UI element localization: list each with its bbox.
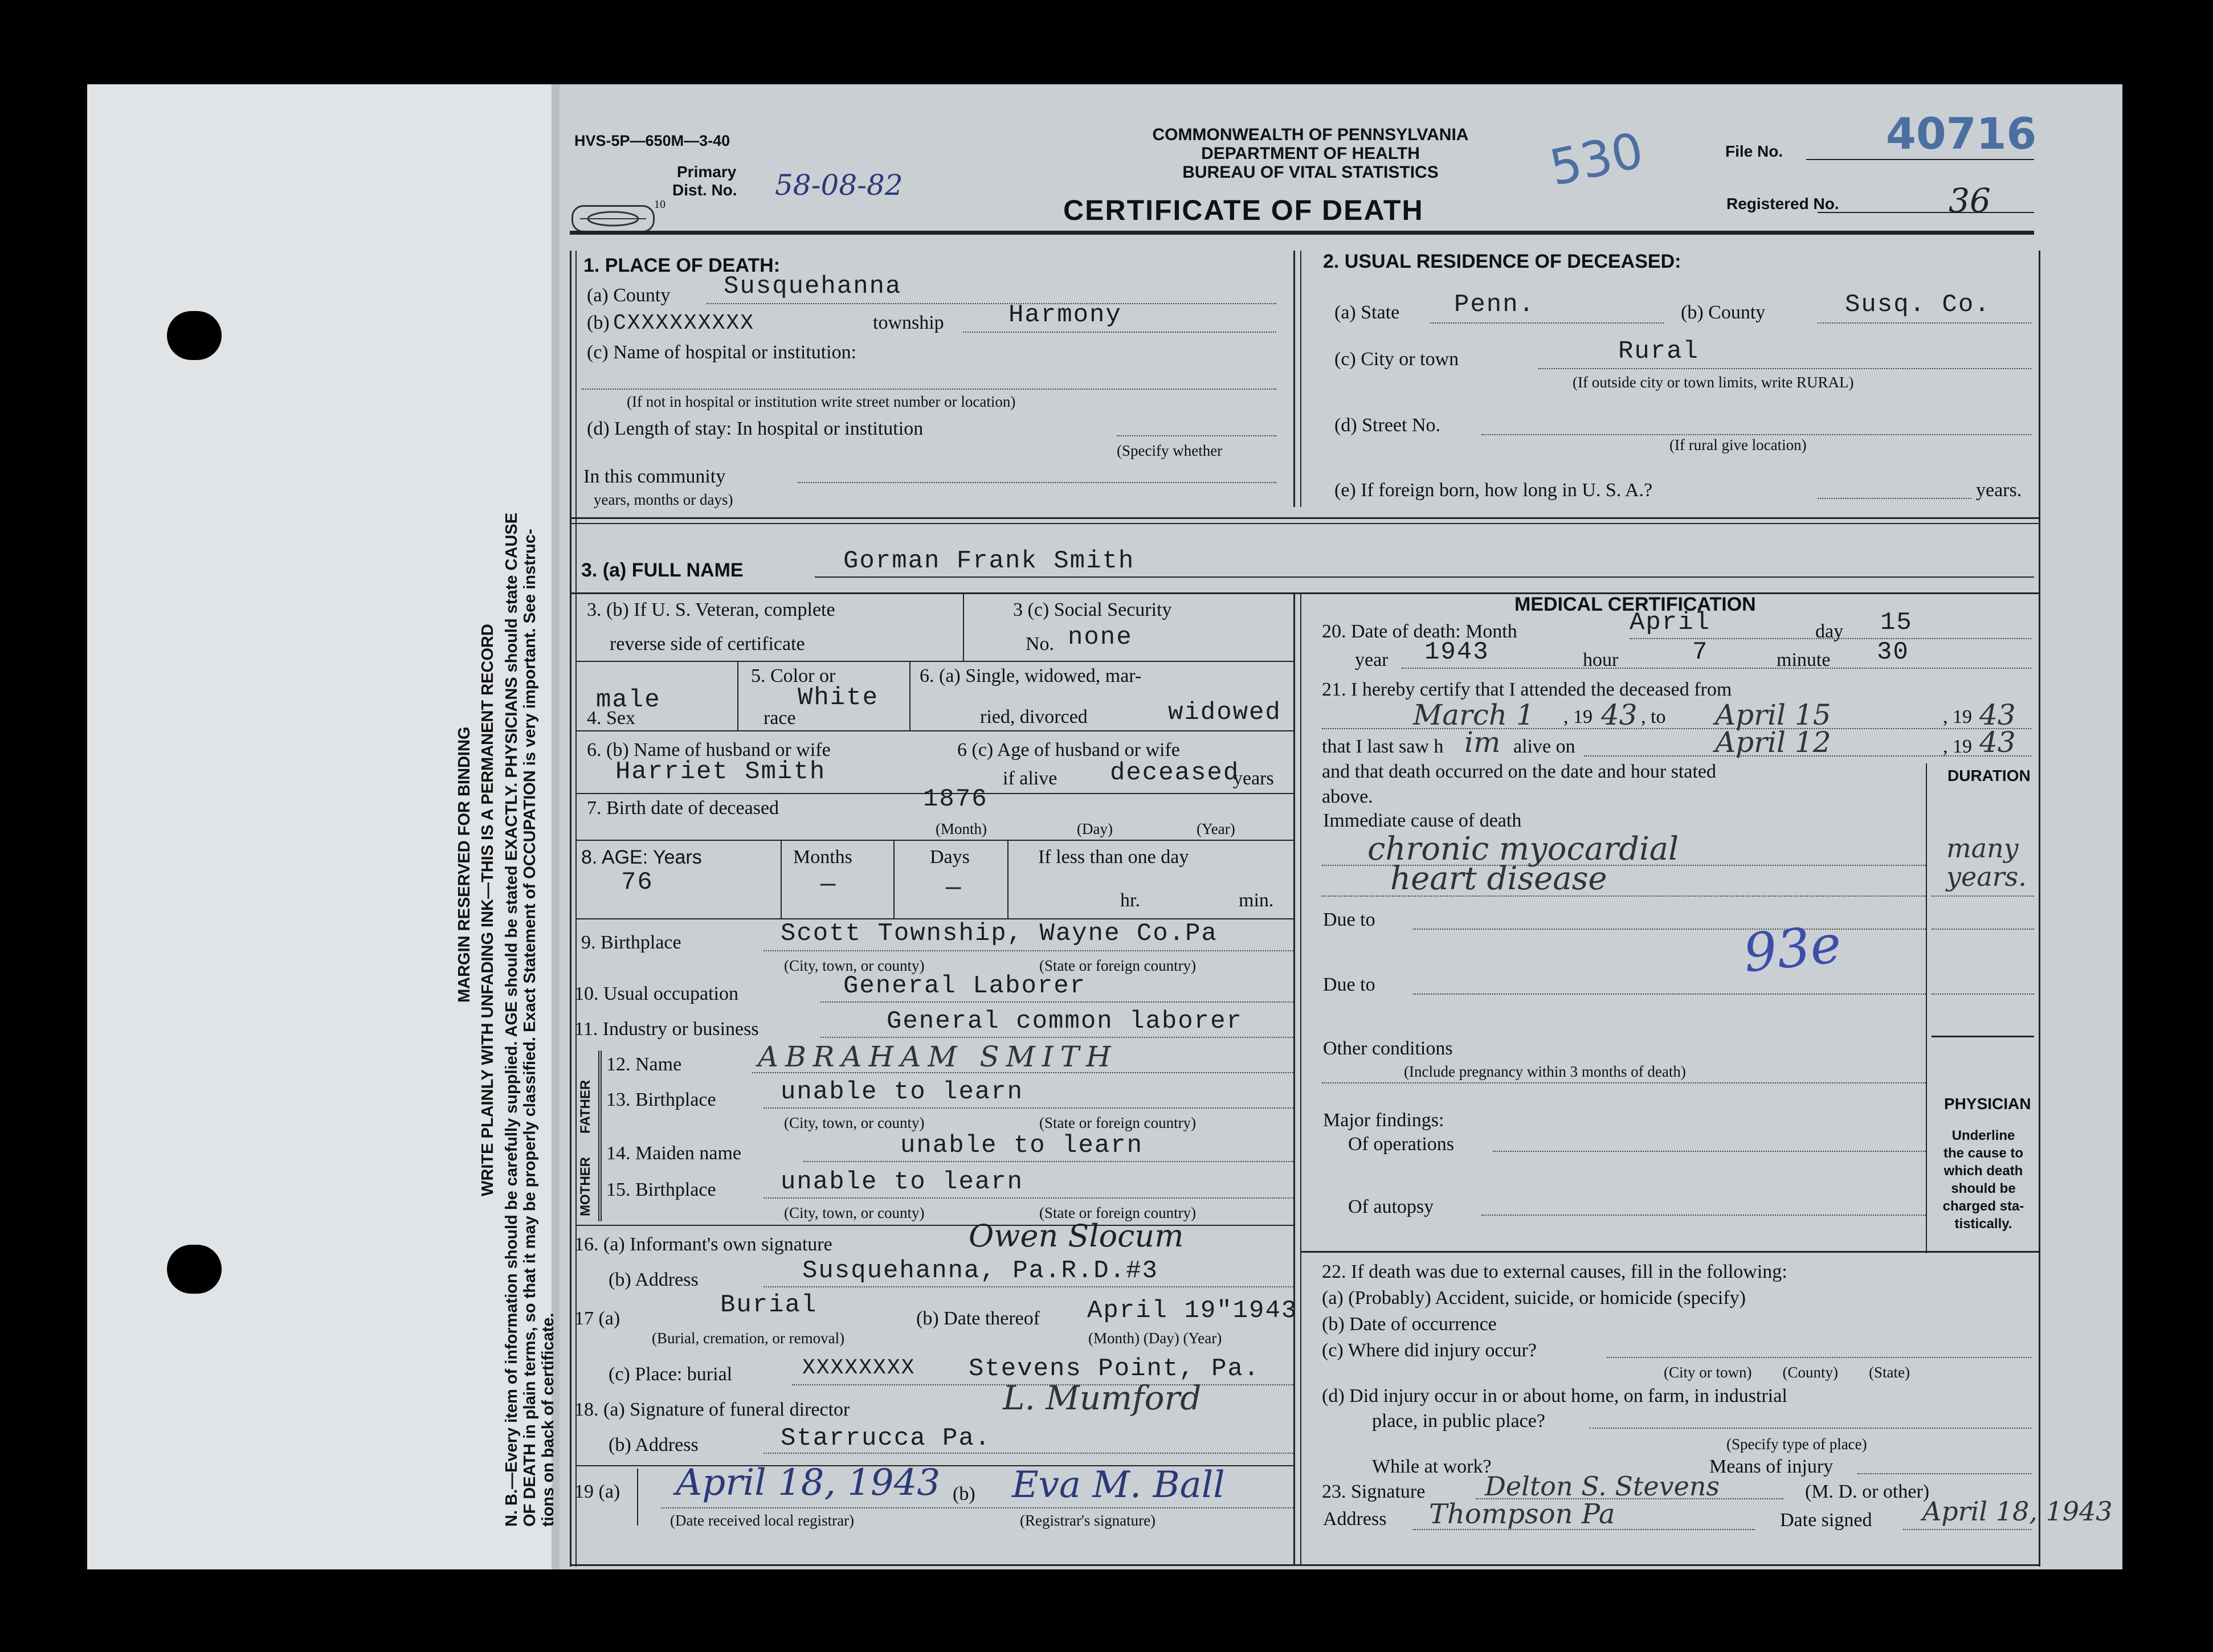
external-heading: 22. If death was due to external causes, fill in the following: bbox=[1322, 1261, 1787, 1282]
duration-heading: DURATION bbox=[1947, 767, 2031, 784]
coder-mark: 93e bbox=[1740, 913, 1844, 984]
death-year-label: year bbox=[1355, 649, 1389, 670]
age-years: 76 bbox=[621, 868, 654, 897]
birth-day-note: (Day) bbox=[1077, 820, 1113, 837]
hospital-label: (c) Name of hospital or institution: bbox=[587, 342, 857, 363]
dist-label: Dist. No. bbox=[672, 181, 737, 199]
veteran-label-2: reverse side of certificate bbox=[610, 633, 805, 655]
death-date-label: 20. Date of death: Month bbox=[1322, 621, 1517, 642]
res-state-line bbox=[1430, 322, 1664, 324]
external-b: (b) Date of occurrence bbox=[1322, 1314, 1497, 1335]
residence-heading: 2. USUAL RESIDENCE OF DECEASED: bbox=[1323, 251, 1681, 272]
margin-permanent-note: WRITE PLAINLY WITH UNFADING INK—THIS IS A PERMANENT RECORD bbox=[479, 624, 497, 1196]
death-township: Harmony bbox=[1008, 301, 1122, 329]
death-year: 1943 bbox=[1424, 638, 1489, 666]
while-work-label: While at work? bbox=[1372, 1456, 1492, 1477]
foreign-line bbox=[1818, 498, 1971, 499]
mother-city-note: (City, town, or county) bbox=[784, 1204, 925, 1221]
file-number: 40716 bbox=[1886, 108, 2037, 159]
township-prefix: (b) bbox=[587, 312, 610, 333]
registrar-line bbox=[661, 1507, 1293, 1508]
duration-rule-1 bbox=[1932, 895, 2034, 897]
father-name-label: 12. Name bbox=[606, 1054, 682, 1075]
father-birthplace-label: 13. Birthplace bbox=[606, 1089, 716, 1110]
last-year-prefix: , 19 bbox=[1943, 736, 1972, 757]
grid-v5 bbox=[893, 840, 895, 919]
res-city-line bbox=[1538, 368, 2031, 369]
physician-signature: Delton S. Stevens bbox=[1485, 1471, 1720, 1502]
md-label: (M. D. or other) bbox=[1805, 1481, 1930, 1502]
registrar-received-note: (Date received local registrar) bbox=[670, 1512, 855, 1529]
informant-address-label: (b) Address bbox=[609, 1269, 699, 1290]
less-day-label: If less than one day bbox=[1038, 847, 1189, 868]
to-label: , to bbox=[1641, 706, 1666, 727]
burial-place: Stevens Point, Pa. bbox=[969, 1355, 1260, 1383]
registrar-prefix: 19 (a) bbox=[574, 1481, 620, 1502]
county-line bbox=[707, 303, 1276, 304]
place-of-death-heading: 1. PLACE OF DEATH: bbox=[583, 255, 781, 276]
cause-line-1: chronic myocardial bbox=[1367, 831, 1679, 868]
county-label: (a) County bbox=[587, 285, 671, 306]
sex-label: 4. Sex bbox=[587, 708, 635, 729]
res-street-note: (If rural give location) bbox=[1669, 436, 1807, 453]
means-injury-label: Means of injury bbox=[1709, 1456, 1834, 1477]
physician-heading: PHYSICIAN bbox=[1944, 1095, 2031, 1113]
birth-year-note: (Year) bbox=[1197, 820, 1235, 837]
hospital-note: (If not in hospital or institution write street number or location) bbox=[627, 393, 1016, 410]
grid-h1 bbox=[575, 661, 1295, 662]
duration-rule-4 bbox=[1932, 1036, 2034, 1037]
age-label: 8. AGE: Years bbox=[581, 847, 702, 868]
full-name-label: 3. (a) FULL NAME bbox=[581, 559, 744, 581]
burial-date-label: (b) Date thereof bbox=[916, 1308, 1040, 1329]
burial-place-struck: XXXXXXXX bbox=[802, 1356, 916, 1380]
major-findings-label: Major findings: bbox=[1323, 1110, 1444, 1131]
from-year-prefix: , 19 bbox=[1563, 706, 1593, 727]
divider-lower bbox=[1293, 592, 1295, 1564]
grid-v2 bbox=[737, 661, 738, 731]
other-conditions-note: (Include pregnancy within 3 months of death) bbox=[1404, 1063, 1686, 1080]
grid-h4 bbox=[575, 840, 1295, 841]
community-label: In this community bbox=[583, 466, 726, 487]
director-address: Starrucca Pa. bbox=[781, 1424, 991, 1453]
registered-label: Registered No. bbox=[1726, 195, 1839, 212]
attended-label: 21. I hereby certify that I attended the deceased from bbox=[1322, 679, 1732, 700]
file-label: File No. bbox=[1725, 142, 1783, 160]
autopsy-label: Of autopsy bbox=[1348, 1196, 1434, 1217]
cause-line-2-rule bbox=[1322, 895, 1926, 897]
agency-block bbox=[1111, 125, 1510, 182]
occupation-line bbox=[820, 1001, 1293, 1003]
attended-to: April 15 bbox=[1715, 698, 1831, 731]
date-signed: April 18, 1943 bbox=[1922, 1496, 2113, 1527]
margin-instructions-2: OF DEATH in plain terms, so that it may be properly classified. Exact Statement of OCCUPATION is very important. See instruc- bbox=[521, 529, 539, 1527]
spouse-age: deceased bbox=[1110, 759, 1240, 787]
mother-birthplace-line bbox=[763, 1197, 1293, 1199]
registrar-signature: Eva M. Ball bbox=[1012, 1464, 1225, 1506]
ssn-label-2: No. bbox=[1026, 633, 1055, 655]
informant-address-line bbox=[763, 1286, 1293, 1287]
to-year-prefix: , 19 bbox=[1943, 706, 1972, 727]
full-name-line bbox=[815, 576, 2034, 578]
marital-label-1: 6. (a) Single, widowed, mar- bbox=[920, 665, 1142, 686]
disposal-note: (Burial, cremation, or removal) bbox=[652, 1330, 845, 1347]
director-sig-label: 18. (a) Signature of funeral director bbox=[574, 1399, 850, 1420]
external-d-2: place, in public place? bbox=[1372, 1410, 1545, 1432]
parents-bracket bbox=[598, 1050, 599, 1221]
other-conditions-label: Other conditions bbox=[1323, 1038, 1453, 1059]
age-months: — bbox=[820, 870, 837, 899]
margin-instructions-1: N. B.—Every item of information should be carefully supplied. AGE should be stated EXACTLY. PHYSICIANS should state CAUSE bbox=[503, 512, 521, 1527]
township-label: township bbox=[873, 312, 944, 333]
physician-note-6: tistically. bbox=[1954, 1216, 2012, 1232]
hospital-line bbox=[581, 389, 1276, 390]
age-days-label: Days bbox=[930, 847, 970, 868]
autopsy-line bbox=[1481, 1215, 1926, 1216]
divider-lower-2 bbox=[1300, 592, 1301, 1564]
mother-maiden-line bbox=[803, 1161, 1293, 1162]
duration-column-line bbox=[1926, 763, 1927, 1253]
registered-underline bbox=[1818, 212, 2034, 213]
from-year: 43 bbox=[1601, 698, 1638, 731]
father-birthplace-line bbox=[763, 1107, 1293, 1109]
duration-value-2: years. bbox=[1946, 861, 2027, 892]
foreign-label: (e) If foreign born, how long in U. S. A.? bbox=[1334, 480, 1653, 501]
industry-value: General common laborer bbox=[887, 1007, 1243, 1036]
father-side-label: FATHER bbox=[578, 1079, 593, 1134]
stay-label: (d) Length of stay: In hospital or institution bbox=[587, 418, 924, 439]
birthplace-state-note: (State or foreign country) bbox=[1039, 957, 1197, 974]
stay-line bbox=[1117, 435, 1276, 436]
sex-value: male bbox=[596, 686, 661, 714]
spouse-name: Harriet Smith bbox=[615, 758, 826, 786]
divider-top-2 bbox=[1300, 251, 1301, 507]
union-mark: 10 bbox=[654, 198, 665, 211]
due-to-1-label: Due to bbox=[1323, 909, 1375, 930]
physician-note-3: which death bbox=[1943, 1163, 2023, 1179]
res-county-label: (b) County bbox=[1681, 302, 1766, 323]
frame-left bbox=[570, 251, 571, 1567]
informant-signature: Owen Slocum bbox=[969, 1218, 1184, 1254]
township-line bbox=[963, 332, 1276, 333]
res-city-note: (If outside city or town limits, write RURAL) bbox=[1573, 374, 1854, 391]
stamp-number: 530 bbox=[1545, 122, 1648, 197]
min-label: min. bbox=[1239, 890, 1274, 911]
alive-on-label: alive on bbox=[1513, 736, 1575, 757]
external-a: (a) (Probably) Accident, suicide, or homicide (specify) bbox=[1322, 1287, 1746, 1308]
external-d-note: (Specify type of place) bbox=[1726, 1436, 1867, 1453]
birth-year: 1876 bbox=[923, 785, 988, 813]
duration-value-1: many bbox=[1946, 833, 2019, 864]
immediate-cause-label: Immediate cause of death bbox=[1323, 810, 1522, 831]
color-value: White bbox=[798, 684, 879, 712]
registered-number: 36 bbox=[1949, 181, 1991, 220]
mother-state-note: (State or foreign country) bbox=[1039, 1204, 1197, 1221]
disposal-prefix: 17 (a) bbox=[574, 1308, 620, 1329]
parents-bracket-2 bbox=[601, 1050, 602, 1221]
age-months-label: Months bbox=[793, 847, 852, 868]
registrar-sig-note: (Registrar's signature) bbox=[1020, 1512, 1156, 1529]
death-day-label: day bbox=[1815, 621, 1844, 642]
due-to-1-line bbox=[1413, 929, 1926, 930]
res-city: Rural bbox=[1618, 337, 1700, 366]
physician-address-label: Address bbox=[1323, 1508, 1387, 1530]
res-state-label: (a) State bbox=[1334, 302, 1400, 323]
frame-right bbox=[2039, 251, 2040, 1567]
rule-mid-2 bbox=[570, 523, 2039, 524]
file-underline bbox=[1806, 159, 2034, 160]
father-state-note: (State or foreign country) bbox=[1039, 1114, 1197, 1131]
mother-maiden-label: 14. Maiden name bbox=[606, 1143, 741, 1164]
industry-line bbox=[820, 1037, 1293, 1038]
document-title: CERTIFICATE OF DEATH bbox=[1063, 194, 1424, 226]
above-text: above. bbox=[1322, 786, 1373, 807]
due-to-2-line bbox=[1413, 993, 1926, 995]
date-signed-label: Date signed bbox=[1780, 1510, 1872, 1531]
last-saw-line bbox=[1584, 755, 2031, 757]
res-state: Penn. bbox=[1454, 291, 1536, 319]
external-d-line bbox=[1590, 1428, 2031, 1429]
grid-v3 bbox=[909, 661, 910, 731]
res-county: Susq. Co. bbox=[1845, 291, 1991, 319]
marital-label-2: ried, divorced bbox=[980, 706, 1088, 727]
death-minute: 30 bbox=[1877, 638, 1909, 666]
father-city-note: (City, town, or county) bbox=[784, 1114, 925, 1131]
community-line bbox=[798, 482, 1276, 483]
frame-left-inner bbox=[575, 251, 577, 1567]
birthplace-value: Scott Township, Wayne Co.Pa bbox=[781, 919, 1218, 948]
grid-h6 bbox=[575, 1225, 1295, 1226]
physician-address: Thompson Pa bbox=[1429, 1498, 1615, 1530]
to-year: 43 bbox=[1979, 698, 2016, 731]
external-c: (c) Where did injury occur? bbox=[1322, 1340, 1537, 1361]
spouse-label: 6. (b) Name of husband or wife bbox=[587, 739, 831, 760]
mother-birthplace: unable to learn bbox=[781, 1168, 1024, 1196]
last-saw-label: that I last saw h bbox=[1322, 736, 1444, 757]
hr-label: hr. bbox=[1120, 890, 1140, 911]
divider-top bbox=[1293, 251, 1295, 507]
burial-date: April 19"1943 bbox=[1087, 1297, 1298, 1325]
means-injury-line bbox=[1857, 1473, 2031, 1474]
father-name-line bbox=[752, 1072, 1293, 1073]
agency-line-1: COMMONWEALTH OF PENNSYLVANIA bbox=[1152, 125, 1469, 144]
physician-note-2: the cause to bbox=[1943, 1146, 2024, 1161]
last-saw-him: im bbox=[1464, 726, 1501, 759]
mother-maiden: unable to learn bbox=[900, 1131, 1144, 1160]
spouse-age-label-1: 6 (c) Age of husband or wife bbox=[957, 739, 1180, 760]
ssn-value: none bbox=[1068, 623, 1133, 652]
res-street-label: (d) Street No. bbox=[1334, 415, 1441, 436]
rule-top-2 bbox=[570, 234, 2034, 235]
director-address-label: (b) Address bbox=[609, 1434, 699, 1455]
punch-hole-top bbox=[167, 311, 222, 360]
primary-label: Primary bbox=[677, 163, 737, 181]
registrar-b: (b) bbox=[953, 1483, 975, 1504]
operations-line bbox=[1493, 1151, 1926, 1152]
rule-external bbox=[1300, 1251, 2039, 1253]
director-address-line bbox=[763, 1453, 1293, 1454]
res-city-label: (c) City or town bbox=[1334, 349, 1459, 370]
physician-note bbox=[1935, 1127, 2032, 1233]
agency-line-3: BUREAU OF VITAL STATISTICS bbox=[1182, 163, 1439, 182]
rule-mid bbox=[570, 517, 2039, 519]
birth-date-label: 7. Birth date of deceased bbox=[587, 798, 779, 819]
color-label-1: 5. Color or bbox=[751, 665, 836, 686]
father-name: ABRAHAM SMITH bbox=[758, 1040, 1118, 1073]
physician-sig-label: 23. Signature bbox=[1322, 1481, 1426, 1502]
other-conditions-line bbox=[1322, 1082, 1926, 1083]
township-struck: CXXXXXXXXX bbox=[613, 311, 755, 336]
grid-v4 bbox=[781, 840, 782, 919]
death-month: April bbox=[1630, 608, 1711, 637]
res-street-line bbox=[1481, 434, 2031, 435]
cause-line-2: heart disease bbox=[1390, 860, 1607, 897]
burial-place-label: (c) Place: burial bbox=[609, 1364, 733, 1385]
death-day: 15 bbox=[1880, 608, 1913, 637]
full-name: Gorman Frank Smith bbox=[843, 547, 1135, 575]
birthplace-city-note: (City, town, or county) bbox=[784, 957, 925, 974]
grid-v6 bbox=[1007, 840, 1008, 919]
age-days: — bbox=[946, 874, 962, 902]
birthplace-label: 9. Birthplace bbox=[581, 932, 681, 953]
father-birthplace: unable to learn bbox=[781, 1078, 1024, 1106]
years-label: years. bbox=[1976, 480, 2022, 501]
due-to-2-label: Due to bbox=[1323, 974, 1375, 995]
grid-v1 bbox=[963, 592, 964, 662]
physician-note-5: charged sta- bbox=[1942, 1199, 2024, 1214]
ssn-label-1: 3 (c) Social Security bbox=[1013, 599, 1172, 620]
margin-binding-note: MARGIN RESERVED FOR BINDING bbox=[455, 726, 473, 1003]
res-county-line bbox=[1818, 322, 2031, 324]
date-signed-line bbox=[1903, 1529, 2031, 1530]
union-label-icon bbox=[571, 205, 655, 232]
death-year-line bbox=[1402, 668, 2031, 669]
death-minute-label: minute bbox=[1777, 649, 1831, 670]
duration-rule-2 bbox=[1932, 929, 2034, 930]
operations-label: Of operations bbox=[1348, 1134, 1455, 1155]
attended-line bbox=[1322, 728, 2031, 729]
dist-number: 58-08-82 bbox=[775, 169, 903, 202]
death-month-line bbox=[1630, 638, 2031, 639]
external-c-line bbox=[1607, 1357, 2031, 1358]
informant-sig-label: 16. (a) Informant's own signature bbox=[574, 1234, 832, 1255]
mother-side-label: MOTHER bbox=[578, 1157, 593, 1216]
industry-label: 11. Industry or business bbox=[574, 1019, 759, 1040]
informant-address: Susquehanna, Pa.R.D.#3 bbox=[802, 1257, 1158, 1285]
physician-note-1: Underline bbox=[1951, 1128, 2015, 1143]
birth-month-note: (Month) bbox=[936, 820, 987, 837]
form-code: HVS-5P—650M—3-40 bbox=[574, 132, 730, 149]
registrar-bracket bbox=[637, 1469, 638, 1526]
external-c-note: (City or town) (County) (State) bbox=[1664, 1364, 1910, 1381]
grid-h2 bbox=[575, 730, 1295, 731]
occupation-value: General Laborer bbox=[843, 972, 1087, 1000]
director-signature: L. Mumford bbox=[1003, 1379, 1202, 1417]
ymd-note: years, months or days) bbox=[594, 491, 733, 508]
death-hour: 7 bbox=[1692, 638, 1709, 666]
agency-line-2: DEPARTMENT OF HEALTH bbox=[1201, 144, 1420, 163]
disposal-method: Burial bbox=[720, 1291, 818, 1319]
spouse-age-label-2: if alive bbox=[1003, 768, 1057, 789]
medical-heading: MEDICAL CERTIFICATION bbox=[1514, 594, 1756, 615]
occupation-label: 10. Usual occupation bbox=[574, 983, 738, 1004]
spouse-years-suffix: years bbox=[1233, 768, 1274, 789]
hour-stated-text: and that death occurred on the date and hour stated bbox=[1322, 761, 1717, 782]
veteran-label-1: 3. (b) If U. S. Veteran, complete bbox=[587, 599, 835, 620]
birthplace-line bbox=[763, 950, 1293, 951]
last-year: 43 bbox=[1979, 726, 2016, 759]
death-county: Susquehanna bbox=[724, 272, 902, 301]
last-seen-date: April 12 bbox=[1715, 726, 1831, 759]
attended-from: March 1 bbox=[1413, 698, 1534, 731]
frame-bottom bbox=[570, 1564, 2040, 1566]
burial-date-note: (Month) (Day) (Year) bbox=[1088, 1330, 1222, 1347]
death-hour-label: hour bbox=[1583, 649, 1619, 670]
marital-value: widowed bbox=[1168, 698, 1281, 727]
rule-name bbox=[570, 592, 2039, 594]
duration-rule-3 bbox=[1932, 993, 2034, 995]
margin-instructions-3: tions on back of certificate. bbox=[539, 1312, 557, 1527]
physician-note-4: should be bbox=[1951, 1181, 2016, 1196]
physician-address-line bbox=[1413, 1529, 1755, 1530]
color-label-2: race bbox=[763, 708, 796, 729]
mother-birthplace-label: 15. Birthplace bbox=[606, 1179, 716, 1200]
punch-hole-bottom bbox=[167, 1245, 222, 1294]
external-d-1: (d) Did injury occur in or about home, on farm, in industrial bbox=[1322, 1385, 1787, 1406]
registrar-received-date: April 18, 1943 bbox=[676, 1462, 941, 1504]
specify-note: (Specify whether bbox=[1117, 442, 1223, 459]
